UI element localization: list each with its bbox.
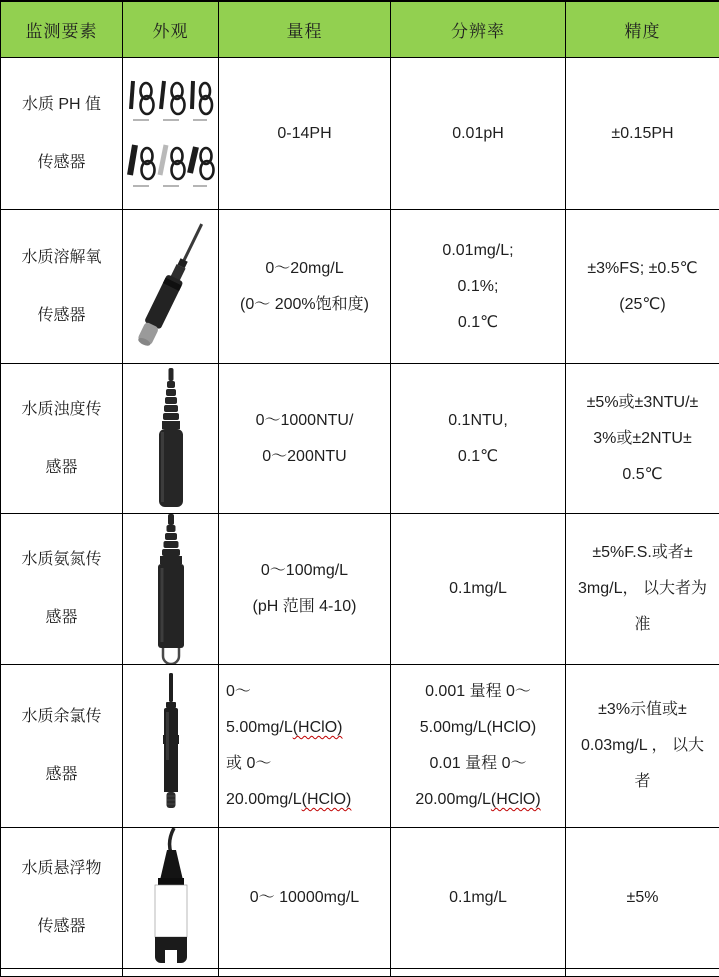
partial-cell [566,969,719,977]
accuracy-cell [566,364,719,514]
resolution-cell-line: 0.1℃ [391,305,565,341]
resolution-cell-line: 0.01pH [391,116,565,152]
accuracy-cell-line: ±0.15PH [566,116,719,152]
sensor-name-line: 水质浊度传 [1,381,122,439]
resolution-cell-line: 0.1℃ [391,439,565,475]
partial-row [1,969,719,977]
resolution-cell [391,514,566,665]
accuracy-cell-line: ±5%F.S.或者± [566,535,719,571]
accuracy-cell-line: ±5%或±3NTU/± [566,385,719,421]
resolution-cell [391,665,566,828]
table-row [1,58,719,210]
range-cell-line: 5.00mg/L(HClO) [226,710,390,746]
header-row [1,1,719,58]
accuracy-cell [566,58,719,210]
sensor-name-line: 传感器 [1,287,122,345]
range-cell-line: 或 0～ [226,746,390,782]
sensor-name-line: 水质溶解氧 [1,229,122,287]
sensor-photo-cell [123,210,219,364]
sensor-name-cell [1,828,123,969]
range-cell [219,364,391,514]
range-cell-line: 20.00mg/L(HClO) [226,782,390,818]
resolution-cell-line: 0.01mg/L; [391,233,565,269]
range-cell-line: 0～1000NTU/ [219,403,390,439]
accuracy-cell-line: 0.03mg/L ， 以大 [566,728,719,764]
ammonia-probe-photo [126,514,216,664]
sensor-table-body [1,58,719,977]
range-cell-line: 0～ 10000mg/L [219,880,390,916]
sensor-name-line: 感器 [1,439,122,497]
resolution-cell-line: 5.00mg/L(HClO) [391,710,565,746]
sensor-photo-cell [123,58,219,210]
suspended-solids-probe-photo [126,828,216,968]
turbidity-probe-photo [126,366,216,511]
resolution-cell [391,58,566,210]
sensor-name-cell [1,514,123,665]
range-cell [219,828,391,969]
resolution-cell-line: 0.1mg/L [391,571,565,607]
range-cell-line: (pH 范围 4-10) [219,589,390,625]
accuracy-cell [566,828,719,969]
partial-cell [391,969,566,977]
sensor-name-line: 水质 PH 值 [1,76,122,134]
table-row [1,665,719,828]
sensor-name-cell [1,665,123,828]
col-header-appearance: 外观 [123,1,219,58]
sensor-photo-cell [123,514,219,665]
sensor-name-line: 水质余氯传 [1,688,122,746]
sensor-name-cell [1,58,123,210]
sensor-photo-cell [123,665,219,828]
table-row [1,364,719,514]
sensor-name-cell [1,364,123,514]
chlorine-probe-photo [136,671,206,821]
table-row [1,514,719,665]
range-cell [219,514,391,665]
range-cell-line: 0～20mg/L [219,251,390,287]
accuracy-cell-line: 者 [566,764,719,800]
resolution-cell-line: 0.1%; [391,269,565,305]
accuracy-cell-line: (25℃) [566,287,719,323]
accuracy-cell-line: ±5% [566,880,719,916]
sensor-name-line: 传感器 [1,134,122,192]
sensor-name-line: 水质氨氮传 [1,531,122,589]
table-row [1,210,719,364]
col-header-resolution: 分辨率 [391,1,566,58]
resolution-cell-line: 0.1mg/L [391,880,565,916]
resolution-cell [391,828,566,969]
col-header-range: 量程 [219,1,391,58]
accuracy-cell-line: 3mg/L， 以大者为 [566,571,719,607]
dissolved-oxygen-probe-photo [126,217,216,357]
resolution-cell-line: 0.01 量程 0～ [391,746,565,782]
resolution-cell-line: 0.001 量程 0～ [391,674,565,710]
range-cell-line: 0～ [226,674,390,710]
sensor-name-cell [1,210,123,364]
ph-multi-probe-photo [127,71,215,197]
range-cell-line: 0～200NTU [219,439,390,475]
partial-cell [1,969,123,977]
resolution-cell-line: 0.1NTU, [391,403,565,439]
partial-cell [123,969,219,977]
accuracy-cell-line: 3%或±2NTU± [566,421,719,457]
range-cell [219,58,391,210]
sensor-photo-cell [123,364,219,514]
accuracy-cell [566,210,719,364]
partial-cell [219,969,391,977]
range-cell-line: (0～ 200%饱和度) [219,287,390,323]
sensor-photo-cell [123,828,219,969]
accuracy-cell-line: ±3%FS; ±0.5℃ [566,251,719,287]
col-header-accuracy: 精度 [566,1,719,58]
accuracy-cell-line: 准 [566,607,719,643]
sensor-name-line: 水质悬浮物 [1,840,122,898]
table-header [1,1,719,58]
accuracy-cell-line: ±3%示值或± [566,692,719,728]
resolution-cell-line: 20.00mg/L(HClO) [391,782,565,818]
range-cell-line: 0～100mg/L [219,553,390,589]
sensor-name-line: 感器 [1,589,122,647]
range-cell [219,665,391,828]
table-row [1,828,719,969]
sensor-name-line: 传感器 [1,898,122,956]
sensor-name-line: 感器 [1,746,122,804]
range-cell-line: 0-14PH [219,116,390,152]
resolution-cell [391,364,566,514]
resolution-cell [391,210,566,364]
accuracy-cell-line: 0.5℃ [566,457,719,493]
col-header-monitoring-element: 监测要素 [1,1,123,58]
range-cell [219,210,391,364]
accuracy-cell [566,665,719,828]
accuracy-cell [566,514,719,665]
